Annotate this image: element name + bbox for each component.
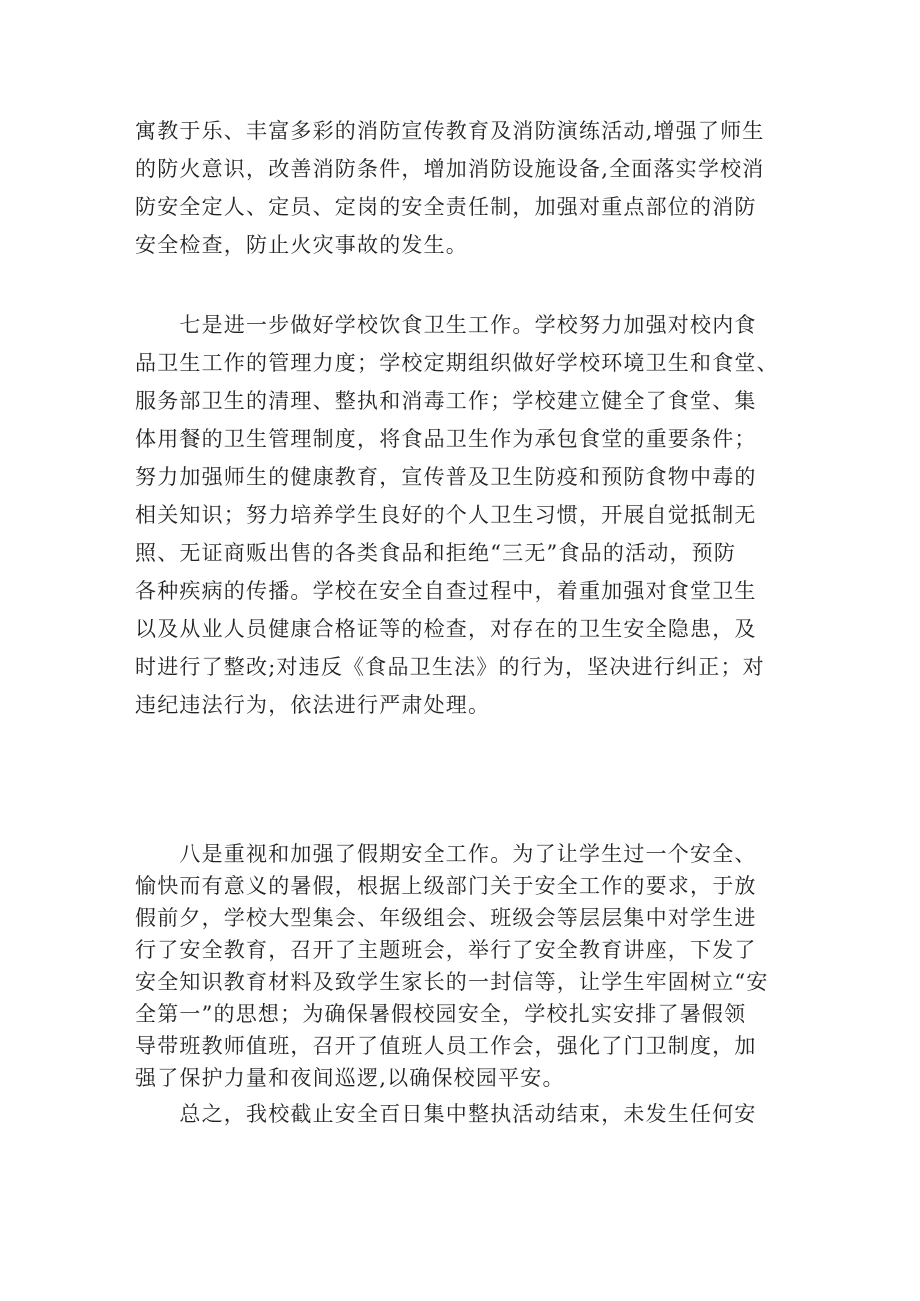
text-line: 违纪违法行为，依法进行严肃处理。	[135, 693, 491, 717]
paragraph-holiday-safety	[135, 838, 795, 1094]
text-line: 体用餐的卫生管理制度，将食品卫生作为承包食堂的重要条件；	[135, 427, 757, 451]
paragraph-summary	[135, 1095, 795, 1133]
text-line: 七是进一步做好学校饮食卫生工作。学校努力加强对校内食	[135, 313, 757, 337]
text-line: 安全知识教育材料及致学生家长的一封信等，让学生牢固树立“安	[135, 970, 769, 994]
text-line: 假前夕，学校大型集会、年级组会、班级会等层层集中对学生进	[135, 906, 757, 930]
paragraph-fire-safety	[135, 112, 795, 264]
text-line: 以及从业人员健康合格证等的检查，对存在的卫生安全隐患，及	[135, 617, 757, 641]
paragraph-food-hygiene	[135, 306, 795, 724]
text-line: 安全检查，防止火灾事故的发生。	[135, 233, 468, 257]
text-line: 的防火意识，改善消防条件，增加消防设施设备,全面落实学校消	[135, 157, 765, 181]
text-line: 努力加强师生的健康教育，宣传普及卫生防疫和预防食物中毒的	[135, 465, 757, 489]
text-line: 八是重视和加强了假期安全工作。为了让学生过一个安全、	[135, 842, 757, 866]
text-line: 寓教于乐、丰富多彩的消防宣传教育及消防演练活动,增强了师生	[135, 119, 765, 143]
text-line: 防安全定人、定员、定岗的安全责任制，加强对重点部位的消防	[135, 195, 757, 219]
text-line: 强了保护力量和夜间巡逻,以确保校园平安。	[135, 1066, 565, 1090]
text-line: 各种疾病的传播。学校在安全自查过程中，着重加强对食堂卫生	[135, 579, 757, 603]
text-line: 品卫生工作的管理力度；学校定期组织做好学校环境卫生和食堂、	[135, 351, 779, 375]
text-line: 照、无证商贩出售的各类食品和拒绝“三无”食品的活动，预防	[135, 541, 737, 565]
text-line: 总之，我校截止安全百日集中整执活动结束，未发生任何安	[135, 1102, 757, 1126]
text-line: 服务部卫生的清理、整执和消毒工作；学校建立健全了食堂、集	[135, 389, 757, 413]
text-line: 全第一”的思想；为确保暑假校园安全，学校扎实安排了暑假领	[135, 1002, 747, 1026]
text-line: 行了安全教育，召开了主题班会，举行了安全教育讲座，下发了	[135, 938, 757, 962]
text-line: 相关知识；努力培养学生良好的个人卫生习惯，开展自觉抵制无	[135, 503, 757, 527]
text-line: 愉快而有意义的暑假，根据上级部门关于安全工作的要求，于放	[135, 874, 757, 898]
text-line: 时进行了整改;对违反《食品卫生法》的行为，坚决进行纠正；对	[135, 655, 765, 679]
text-line: 导带班教师值班，召开了值班人员工作会，强化了门卫制度，加	[135, 1034, 757, 1058]
